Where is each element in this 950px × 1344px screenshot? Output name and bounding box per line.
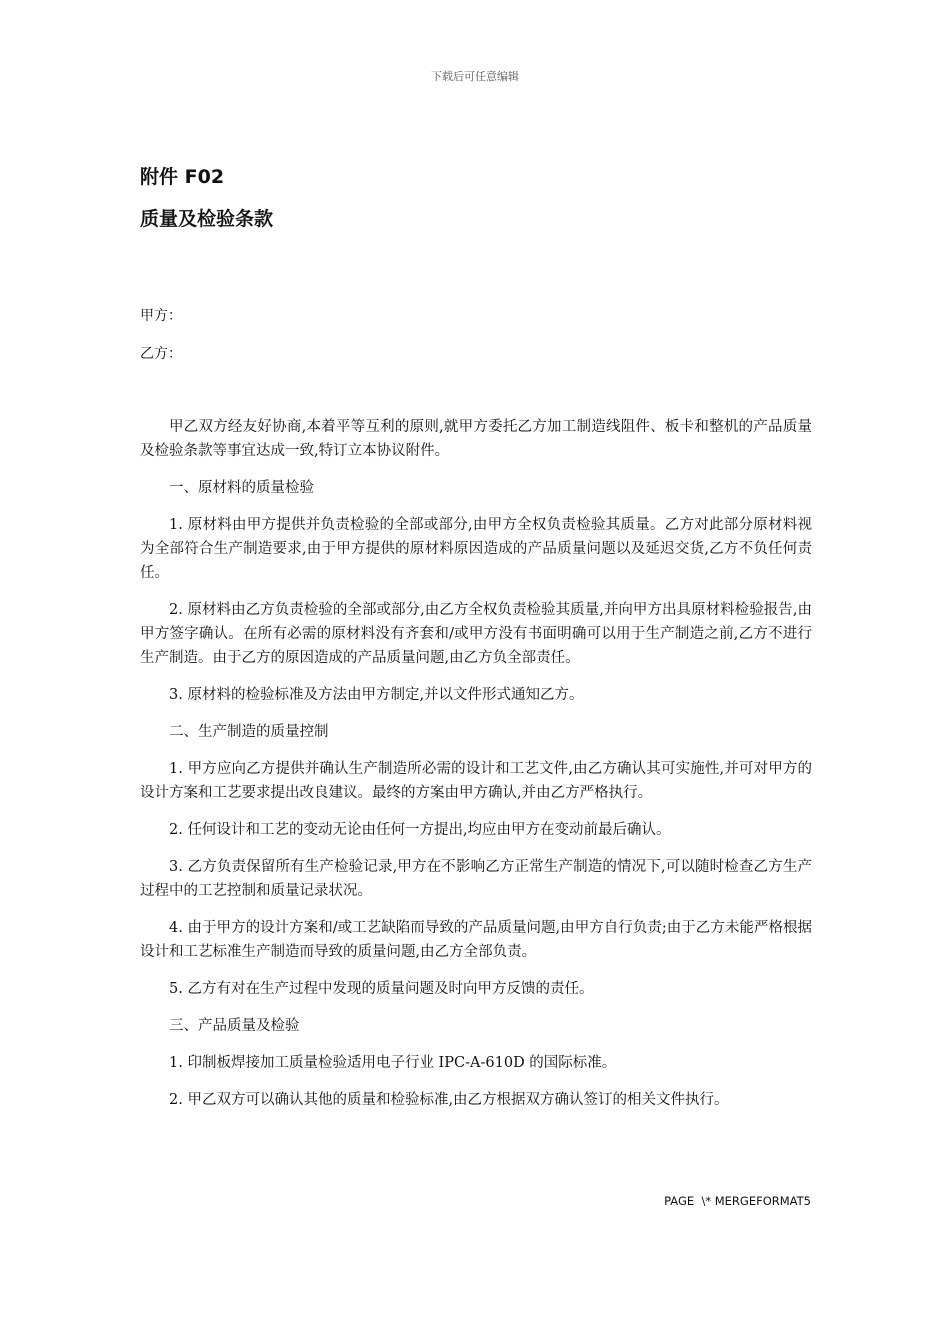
clause-3-1: 1. 印制板焊接加工质量检验适用电子行业 IPC-A-610D 的国际标准。 (169, 1055, 617, 1071)
document-title-line1: 附件 F02 (140, 166, 225, 188)
clause-1-1: 1. 原材料由甲方提供并负责检验的全部或部分,由甲方全权负责检验其质量。乙方对此部分原材料视为全部符合生产制造要求,由于甲方提供的原材料原因造成的产品质量问题以及延迟交货,乙方不负任何责任。 (140, 517, 812, 581)
section-heading-3: 三、产品质量及检验 (169, 1018, 300, 1034)
clause-2-1: 1. 甲方应向乙方提供并确认生产制造所必需的设计和工艺文件,由乙方确认其可实施性,并可对甲方的设计方案和工艺要求提出改良建议。最终的方案由甲方确认,并由乙方严格执行。 (140, 761, 812, 801)
clause-2-2: 2. 任何设计和工艺的变动无论由任何一方提出,均应由甲方在变动前最后确认。 (169, 822, 671, 838)
clause-1-2: 2. 原材料由乙方负责检验的全部或部分,由乙方全权负责检验其质量,并向甲方出具原材料检验报告,由甲方签字确认。在所有必需的原材料没有齐套和/或甲方没有书面明确可以用于生产制造之前,乙方不进行生产制造。由于乙方的原因造成的产品质量问题,由乙方负全部责任。 (140, 602, 812, 666)
party-a-label: 甲方： (140, 308, 182, 324)
section-heading-1: 一、原材料的质量检验 (169, 480, 314, 496)
clause-3-2: 2. 甲乙双方可以确认其他的质量和检验标准,由乙方根据双方确认签订的相关文件执行。 (169, 1092, 729, 1108)
clause-2-3: 3. 乙方负责保留所有生产检验记录,甲方在不影响乙方正常生产制造的情况下,可以随时检查乙方生产过程中的工艺控制和质量记录状况。 (140, 859, 812, 899)
section-heading-2: 二、生产制造的质量控制 (169, 724, 329, 740)
party-b-label: 乙方： (140, 346, 182, 362)
document-body (140, 415, 812, 1125)
document-title-line2: 质量及检验条款 (140, 208, 274, 230)
intro-paragraph: 甲乙双方经友好协商,本着平等互利的原则,就甲方委托乙方加工制造线阻件、板卡和整机的产品质量及检验条款等事宜达成一致,特订立本协议附件。 (140, 419, 812, 459)
page-footer-field: PAGE \* MERGEFORMAT5 (664, 1194, 811, 1208)
clause-2-5: 5. 乙方有对在生产过程中发现的质量问题及时向甲方反馈的责任。 (169, 981, 594, 997)
clause-2-4: 4. 由于甲方的设计方案和/或工艺缺陷而导致的产品质量问题,由甲方自行负责;由于乙方未能严格根据设计和工艺标准生产制造而导致的质量问题,由乙方全部负责。 (140, 920, 812, 960)
page-header: 下载后可任意编辑 (431, 70, 519, 83)
clause-1-3: 3. 原材料的检验标准及方法由甲方制定,并以文件形式通知乙方。 (169, 687, 584, 703)
